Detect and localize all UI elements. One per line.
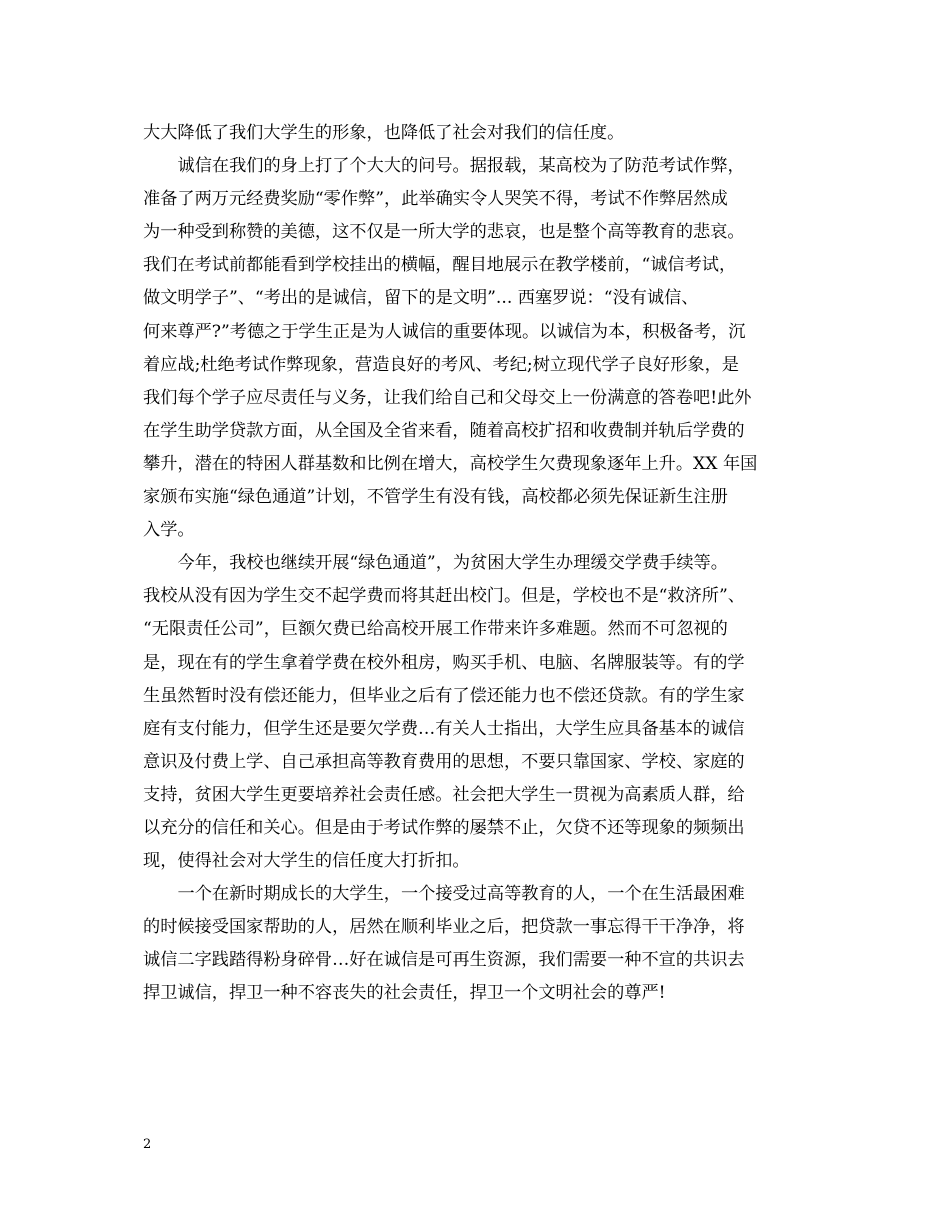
text-line: 为一种受到称赞的美德，这不仅是一所大学的悲哀，也是整个高等教育的悲哀。 (143, 222, 745, 243)
text-line: “无限责任公司”，巨额欠费已给高校开展工作带来许多难题。然而不可忽视的 (143, 619, 728, 640)
text-line: 着应战;杜绝考试作弊现象，营造良好的考风、考纪;树立现代学子良好形象，是 (143, 354, 739, 375)
text-line: 准备了两万元经费奖励“零作弊”，此举确实令人哭笑不得，考试不作弊居然成 (143, 189, 728, 210)
text-line: 是，现在有的学生拿着学费在校外租房，购买手机、电脑、名牌服装等。有的学 (143, 652, 745, 673)
text-line: 一个在新时期成长的大学生，一个接受过高等教育的人，一个在生活最困难 (177, 884, 745, 905)
text-line: 在学生助学贷款方面，从全国及全省来看，随着高校扩招和收费制并轨后学费的 (143, 420, 745, 441)
text-line: 攀升，潜在的特困人群基数和比例在增大，高校学生欠费现象逐年上升。XX 年国 (143, 453, 758, 474)
text-line: 家颁布实施“绿色通道”计划，不管学生有没有钱，高校都必须先保证新生注册 (143, 487, 728, 508)
page-number: 2 (143, 1137, 152, 1152)
text-line: 入学。 (143, 520, 195, 541)
text-line: 诚信在我们的身上打了个大大的问号。据报载，某高校为了防范考试作弊， (177, 156, 745, 177)
text-line: 大大降低了我们大学生的形象，也降低了社会对我们的信任度。 (143, 123, 625, 143)
text-line: 我们在考试前都能看到学校挂出的横幅，醒目地展示在教学楼前，“诚信考试， (143, 255, 737, 276)
text-line: 以充分的信任和关心。但是由于考试作弊的屡禁不止，欠贷不还等现象的频频出 (143, 817, 745, 838)
text-line: 今年，我校也继续开展“绿色通道”，为贫困大学生办理缓交学费手续等。 (177, 553, 728, 574)
text-line: 做文明学子”、“考出的是诚信，留下的是文明”... 西塞罗说：“没有诚信、 (143, 288, 699, 309)
text-line: 现，使得社会对大学生的信任度大打折扣。 (143, 851, 470, 872)
text-line: 的时候接受国家帮助的人，居然在顺利毕业之后，把贷款一事忘得干干净净，将 (143, 917, 745, 938)
text-line: 我们每个学子应尽责任与义务，让我们给自己和父母交上一份满意的答卷吧!此外 (143, 387, 752, 408)
text-line: 我校从没有因为学生交不起学费而将其赶出校门。但是，学校也不是“救济所”、 (143, 586, 745, 607)
text-line: 何来尊严?”考德之于学生正是为人诚信的重要体现。以诚信为本，积极备考，沉 (143, 321, 746, 342)
text-line: 支持，贫困大学生更要培养社会责任感。社会把大学生一贯视为高素质人群，给 (143, 784, 745, 805)
body-text (143, 117, 811, 1011)
text-line: 意识及付费上学、自己承担高等教育费用的思想，不要只靠国家、学校、家庭的 (143, 751, 745, 772)
text-line: 诚信二字践踏得粉身碎骨…好在诚信是可再生资源，我们需要一种不宣的共识去 (143, 950, 745, 971)
text-line: 捍卫诚信，捍卫一种不容丧失的社会责任，捍卫一个文明社会的尊严! (143, 983, 666, 1004)
text-line: 生虽然暂时没有偿还能力，但毕业之后有了偿还能力也不偿还贷款。有的学生家 (143, 685, 745, 706)
text-line: 庭有支付能力，但学生还是要欠学费…有关人士指出，大学生应具备基本的诚信 (143, 718, 745, 739)
